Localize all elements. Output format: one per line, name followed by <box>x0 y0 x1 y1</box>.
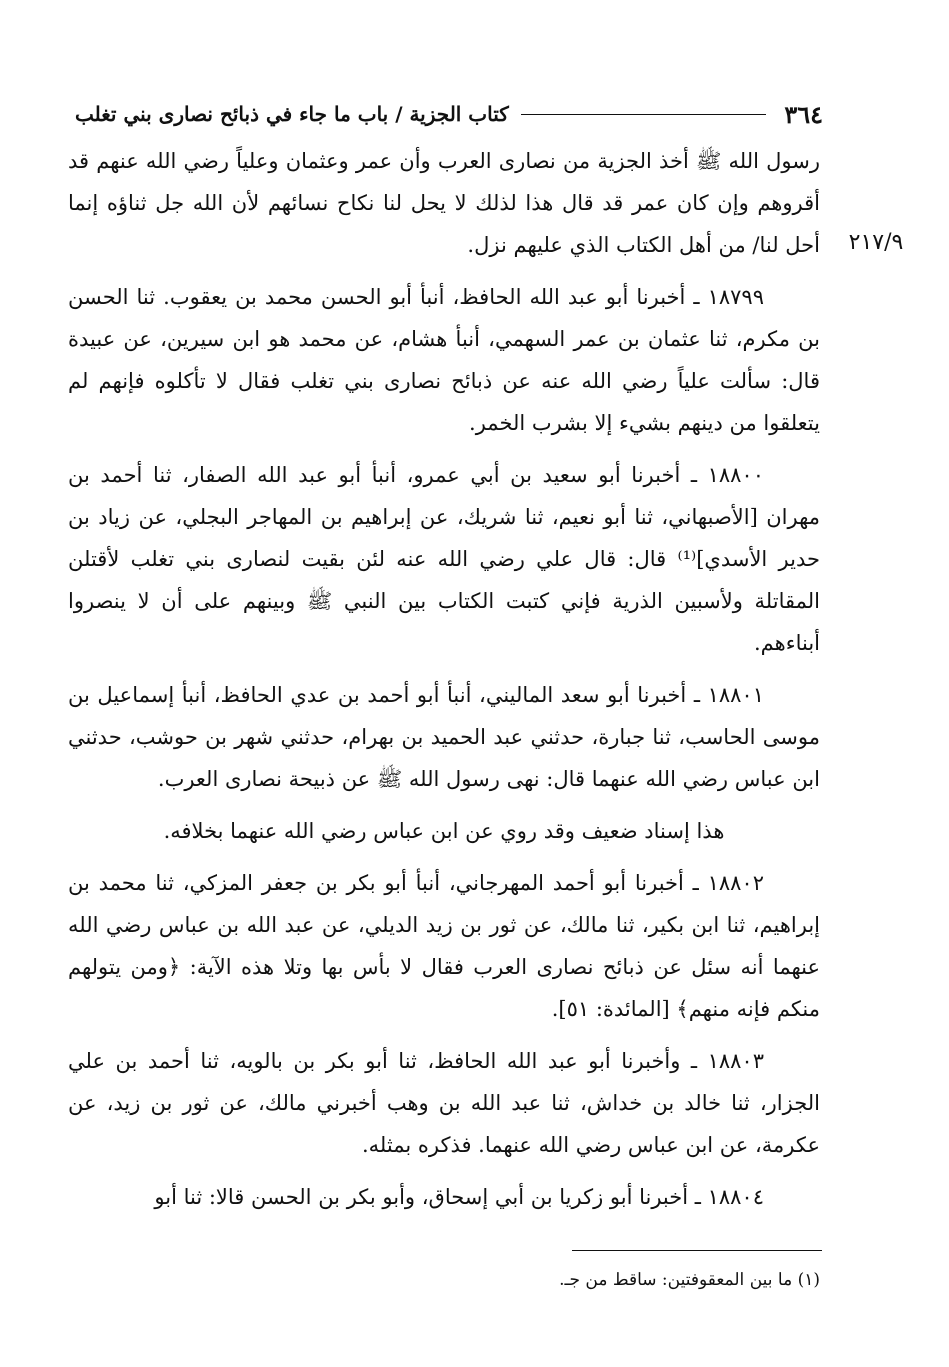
hadith-18799: ١٨٧٩٩ ـ أخبرنا أبو عبد الله الحافظ، أنبأ أبو الحسن محمد بن يعقوب. ثنا الحسن بن مكرم، ثنا عثمان بن عمر السهمي، أنبأ هشام، عن محمد هو ابن سيرين، عن عبيدة قال: سألت علياً رضي الله عنه عن ذبائح نصارى بني تغلب فقال لا تأكلوه فإنهم لم يتعلقوا من دينهم بشيء إلا بشرب الخمر. <box>68 285 820 435</box>
margin-reference: ٢١٧/٩ <box>848 230 904 255</box>
footnote-rule <box>572 1250 822 1251</box>
page-number: ٣٦٤ <box>784 99 823 129</box>
hadith-18800: ١٨٨٠٠ ـ أخبرنا أبو سعيد بن أبي عمرو، أنبأ أبو عبد الله الصفار، ثنا أحمد بن مهران [الأصبهاني، ثنا أبو نعيم، ثنا شريك، عن إبراهيم بن المهاجر البجلي، عن زياد بن حدير الأسدي]⁽¹⁾ قال: قال علي رضي الله عنه لئن بقيت لنصارى بني تغلب لأقتلن المقاتلة ولأسبين الذرية فإني كتبت الكتاب بين النبي ﷺ وبينهم على أن لا ينصروا أبناءهم. <box>68 463 820 655</box>
page-body <box>68 140 820 1228</box>
isnad-comment: هذا إسناد ضعيف وقد روي عن ابن عباس رضي الله عنهما بخلافه. <box>163 819 725 843</box>
footnote: (١) ما بين المعقوفتين: ساقط من جـ. <box>559 1270 820 1290</box>
running-header <box>75 96 823 132</box>
hadith-18802: ١٨٨٠٢ ـ أخبرنا أبو أحمد المهرجاني، أنبأ أبو بكر بن جعفر المزكي، ثنا محمد بن إبراهيم، ثنا ابن بكير، ثنا مالك، عن ثور بن زيد الديلي، عن عبد الله بن عباس رضي الله عنهما أنه سئل عن ذبائح نصارى العرب فقال لا بأس بها وتلا هذه الآية: ﴿ومن يتولهم منكم فإنه منهم﴾ [المائدة: ٥١]. <box>68 871 820 1021</box>
hadith-18804: ١٨٨٠٤ ـ أخبرنا أبو زكريا بن أبي إسحاق، وأبو بكر بن الحسن قالا: ثنا أبو <box>154 1185 764 1209</box>
hadith-18801: ١٨٨٠١ ـ أخبرنا أبو سعد الماليني، أنبأ أبو أحمد بن عدي الحافظ، أنبأ إسماعيل بن موسى الحاسب، ثنا جبارة، حدثني عبد الحميد بن بهرام، حدثني شهر بن حوشب، حدثني ابن عباس رضي الله عنهما قال: نهى رسول الله ﷺ عن ذبيحة نصارى العرب. <box>68 683 820 791</box>
hadith-18803: ١٨٨٠٣ ـ وأخبرنا أبو عبد الله الحافظ، ثنا أبو بكر بن بالويه، ثنا أحمد بن علي الجزار، ثنا خالد بن خداش، ثنا عبد الله بن وهب أخبرني مالك، عن ثور بن زيد، عن عكرمة، عن ابن عباس رضي الله عنهما. فذكره بمثله. <box>68 1049 820 1157</box>
paragraph-continuation: رسول الله ﷺ أخذ الجزية من نصارى العرب وأن عمر وعثمان وعلياً رضي الله عنهم قد أقروهم وإن كان عمر قد قال هذا لذلك لا يحل لنا نكاح نسائهم لأن الله جل ثناؤه إنما أحل لنا/ من أهل الكتاب الذي عليهم نزل. <box>68 149 820 257</box>
running-title: كتاب الجزية / باب ما جاء في ذبائح نصارى بني تغلب <box>75 102 509 126</box>
header-rule <box>521 114 767 115</box>
